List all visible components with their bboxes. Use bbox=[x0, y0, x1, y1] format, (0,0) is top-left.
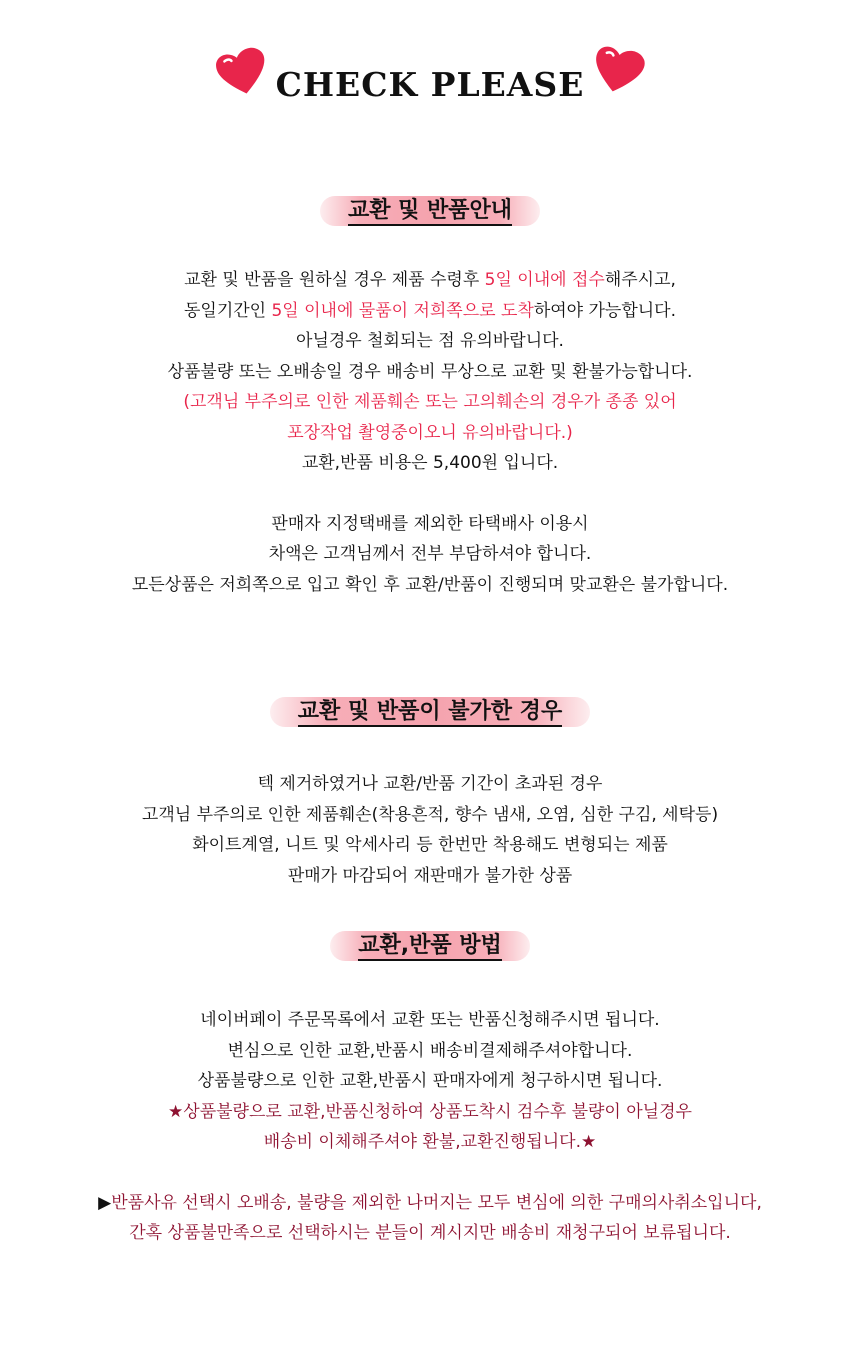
info-line: 상품불량으로 인한 교환,반품시 판매자에게 청구하시면 됩니다. bbox=[197, 1071, 663, 1091]
exchange-info-body bbox=[0, 265, 860, 600]
info-line: 네이버페이 주문목록에서 교환 또는 반품신청해주시면 됩니다. bbox=[200, 1010, 660, 1030]
heading-highlight bbox=[330, 931, 530, 961]
text-segment: 해주시고, bbox=[604, 270, 676, 290]
section-heading-method bbox=[0, 931, 860, 961]
section-heading-exchange-info bbox=[0, 196, 860, 226]
highlight-text: 5일 이내에 물품이 저희쪽으로 도착 bbox=[271, 300, 534, 321]
section-title: 교환,반품 방법 bbox=[358, 933, 502, 961]
heart-icon bbox=[585, 40, 651, 100]
heading-highlight bbox=[270, 697, 590, 727]
list-item: 화이트계열, 니트 및 악세사리 등 한번만 착용해도 변형되는 제품 bbox=[192, 835, 668, 855]
heading-highlight bbox=[320, 196, 540, 226]
text-segment: 동일기간인 bbox=[183, 300, 272, 321]
page-title: CHECK PLEASE bbox=[275, 64, 585, 104]
text-segment: 교환 및 반품을 원하실 경우 제품 수령후 bbox=[184, 270, 485, 290]
warning-line: (고객님 부주의로 인한 제품훼손 또는 고의훼손의 경우가 종종 있어 bbox=[183, 392, 677, 412]
page-header bbox=[0, 44, 860, 114]
info-line bbox=[0, 265, 860, 296]
section-title: 교환 및 반품안내 bbox=[348, 198, 512, 226]
notice-text: 반품사유 선택시 오배송, 불량을 제외한 나머지는 모두 변심에 의한 구매의사취소입니다, bbox=[111, 1192, 762, 1213]
highlight-text: 5일 이내에 접수 bbox=[484, 270, 605, 290]
notice-line: 배송비 이체해주셔야 환불,교환진행됩니다.★ bbox=[263, 1132, 597, 1152]
list-item: 텍 제거하였거나 교환/반품 기간이 초과된 경우 bbox=[257, 774, 603, 794]
heart-icon bbox=[209, 43, 274, 102]
info-line bbox=[0, 296, 860, 327]
spacer bbox=[0, 1158, 860, 1188]
info-line: 모든상품은 저희쪽으로 입고 확인 후 교환/반품이 진행되며 맞교환은 불가합니다. bbox=[131, 574, 729, 595]
text-segment: 하여야 가능합니다. bbox=[533, 300, 677, 321]
info-line: 아닐경우 철회되는 점 유의바랍니다. bbox=[296, 331, 564, 351]
arrow-icon: ▶ bbox=[98, 1192, 112, 1213]
list-item: 고객님 부주의로 인한 제품훼손(착용흔적, 향수 냄새, 오염, 심한 구김, 세탁등) bbox=[141, 804, 719, 825]
notice-line: 간혹 상품불만족으로 선택하시는 분들이 계시지만 배송비 재청구되어 보류됩니다. bbox=[129, 1223, 731, 1243]
info-line: 차액은 고객님께서 전부 부담하셔야 합니다. bbox=[268, 544, 592, 564]
fee-line: 교환,반품 비용은 5,400원 입니다. bbox=[301, 453, 559, 473]
method-body bbox=[0, 1005, 860, 1249]
section-title: 교환 및 반품이 불가한 경우 bbox=[298, 699, 562, 727]
list-item: 판매가 마감되어 재판매가 불가한 상품 bbox=[287, 865, 573, 886]
warning-line: 포장작업 촬영중이오니 유의바랍니다.) bbox=[287, 422, 573, 443]
not-allowed-body bbox=[0, 769, 860, 891]
info-line: 변심으로 인한 교환,반품시 배송비결제해주셔야합니다. bbox=[227, 1040, 633, 1061]
info-line: 판매자 지정택배를 제외한 타택배사 이용시 bbox=[271, 513, 589, 534]
spacer bbox=[0, 479, 860, 509]
notice-line bbox=[0, 1188, 860, 1219]
section-heading-not-allowed bbox=[0, 697, 860, 727]
info-line: 상품불량 또는 오배송일 경우 배송비 무상으로 교환 및 환불가능합니다. bbox=[167, 361, 693, 382]
notice-line: ★상품불량으로 교환,반품신청하여 상품도착시 검수후 불량이 아닐경우 bbox=[168, 1101, 692, 1122]
